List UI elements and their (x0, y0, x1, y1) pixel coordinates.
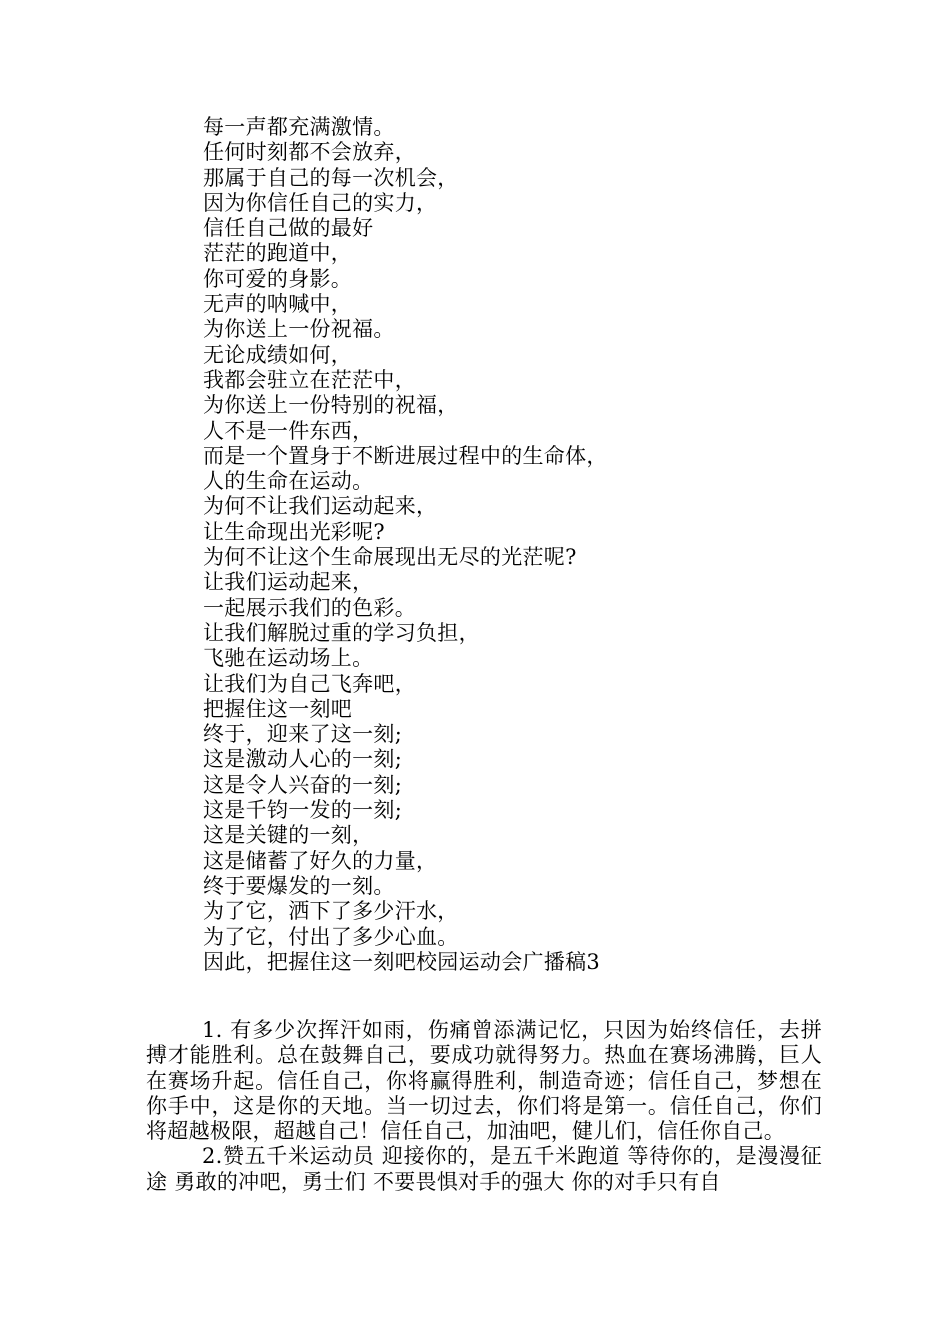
poem-block (203, 115, 608, 975)
poem-line: 为你送上一份祝福。 (203, 317, 395, 342)
poem-line: 因为你信任自己的实力， (203, 190, 438, 215)
poem-line: 你可爱的身影。 (203, 266, 353, 291)
poem-line: 任何时刻都不会放弃， (203, 140, 416, 165)
paragraph-block (146, 1018, 822, 1195)
poem-line: 这是储蓄了好久的力量， (203, 848, 438, 873)
poem-line: 为你送上一份特别的祝福， (203, 393, 459, 418)
paragraph-1: 1. 有多少次挥汗如雨，伤痛曾添满记忆，只因为始终信任，去拼搏才能胜利。总在鼓舞自己，要成功就得努力。热血在赛场沸腾，巨人在赛场升起。信任自己，你将赢得胜利，制造奇迹；信任自己，梦想在你手中，这是你的天地。当一切过去，你们将是第一。信任自己，你们将超越极限，超越自己！信任自己，加油吧，健儿们，信任你自己。 (146, 1018, 822, 1144)
poem-line: 我都会驻立在茫茫中， (203, 367, 416, 392)
poem-line: 终于要爆发的一刻。 (203, 873, 395, 898)
poem-line: 人不是一件东西， (203, 418, 374, 443)
poem-line: 把握住这一刻吧 (203, 696, 353, 721)
poem-line: 这是千钧一发的一刻; (203, 798, 403, 823)
poem-line: 飞驰在运动场上。 (203, 646, 374, 671)
poem-line: 那属于自己的每一次机会， (203, 165, 459, 190)
poem-line: 因此，把握住这一刻吧校园运动会广播稿3 (203, 949, 601, 974)
poem-line: 为何不让我们运动起来， (203, 494, 438, 519)
paragraph-2: 2.赞五千米运动员 迎接你的，是五千米跑道 等待你的，是漫漫征途 勇敢的冲吧，勇士们 不要畏惧对手的强大 你的对手只有自 (146, 1144, 822, 1194)
poem-line: 信任自己做的最好 (203, 216, 374, 241)
poem-line: 为何不让这个生命展现出无尽的光茫呢? (203, 545, 577, 570)
poem-line: 让我们为自己飞奔吧， (203, 671, 416, 696)
poem-line: 这是令人兴奋的一刻; (203, 772, 403, 797)
poem-line: 无论成绩如何， (203, 342, 353, 367)
poem-line: 为了它，洒下了多少汗水， (203, 899, 459, 924)
poem-line: 让我们解脱过重的学习负担， (203, 620, 480, 645)
poem-line: 终于，迎来了这一刻; (203, 722, 403, 747)
poem-line: 无声的呐喊中， (203, 292, 353, 317)
poem-line: 让生命现出光彩呢? (203, 519, 385, 544)
poem-line: 一起展示我们的色彩。 (203, 595, 416, 620)
poem-line: 人的生命在运动。 (203, 469, 374, 494)
poem-line: 茫茫的跑道中， (203, 241, 353, 266)
poem-line: 让我们运动起来， (203, 570, 374, 595)
poem-line: 而是一个置身于不断进展过程中的生命体， (203, 443, 608, 468)
poem-line: 每一声都充满激情。 (203, 115, 395, 139)
poem-line: 为了它，付出了多少心血。 (203, 924, 459, 949)
poem-line: 这是关键的一刻， (203, 823, 374, 848)
poem-line: 这是激动人心的一刻; (203, 747, 403, 772)
